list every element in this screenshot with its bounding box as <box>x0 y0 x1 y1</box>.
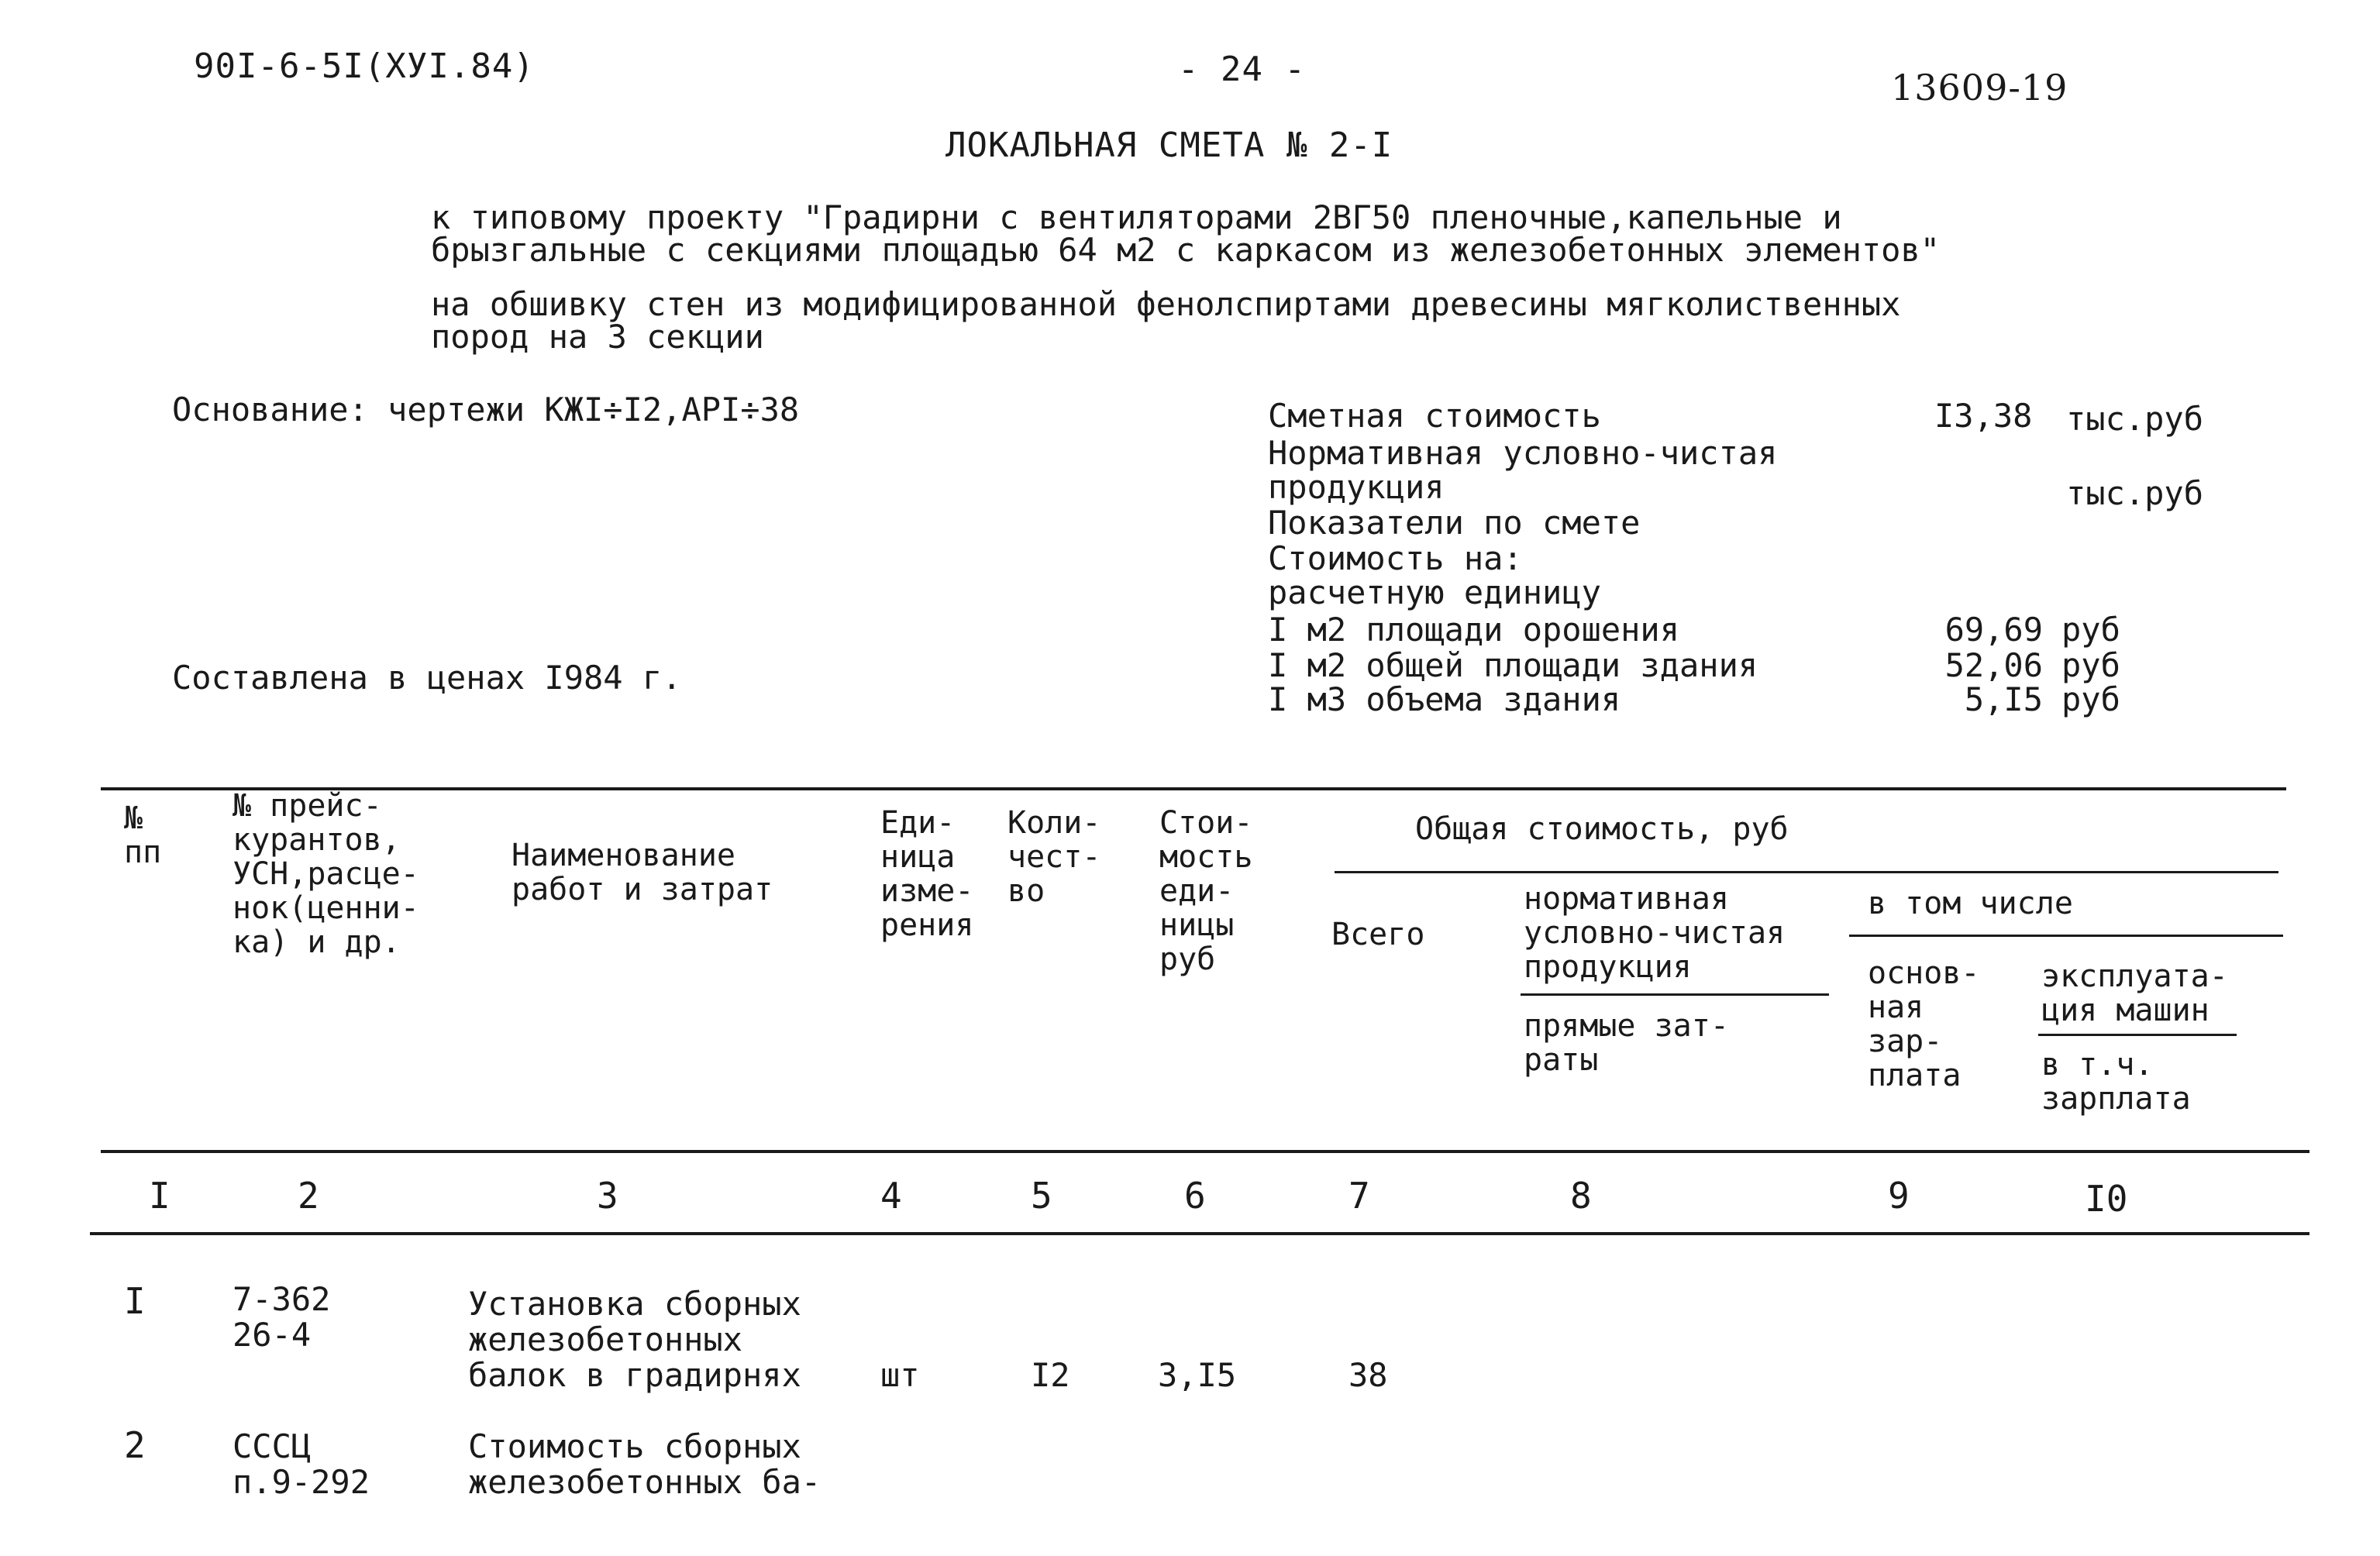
col-numbers-rule <box>90 1232 2309 1235</box>
norm-unit: тыс.руб <box>2066 474 2204 512</box>
col-number-10: I0 <box>2085 1178 2128 1220</box>
table-top-rule <box>101 787 2286 790</box>
indicator-value-1: 69,69 <box>1944 611 2043 649</box>
handwritten-number: 13609-19 <box>1891 67 2068 108</box>
subtitle-line-2: брызгальные с секциями площадью 64 м2 с каркасом из железобетонных элементов" <box>431 231 1941 269</box>
row-1-number: I <box>124 1280 146 1322</box>
col-number-8: 8 <box>1570 1175 1592 1217</box>
norm-rule <box>1521 993 1829 996</box>
compiled-text: Составлена в ценах I984 г. <box>172 659 682 697</box>
col-number-1: I <box>149 1175 170 1217</box>
indicator-unit-1: руб <box>2061 611 2120 649</box>
machines-rule <box>2038 1034 2237 1036</box>
indicator-unit-3: руб <box>2061 680 2120 718</box>
per-unit-label: расчетную единицу <box>1268 573 1601 611</box>
document-title: ЛОКАЛЬНАЯ СМЕТА № 2-I <box>945 126 1393 165</box>
row-2-code: СССЦ п.9-292 <box>232 1427 370 1501</box>
cost-value: I3,38 <box>1934 397 2033 435</box>
col-number-9: 9 <box>1888 1175 1910 1217</box>
header-total-cost: Общая стоимость, руб <box>1415 811 1789 847</box>
header-bottom-rule <box>101 1150 2309 1153</box>
header-col-6: Стои- мость еди- ницы руб <box>1159 805 1253 977</box>
norm-label-2: продукция <box>1268 468 1445 506</box>
header-col-3: Наименование работ и затрат <box>511 838 773 907</box>
header-all: Всего <box>1331 917 1425 952</box>
header-machines: эксплуата- ция машин <box>2041 959 2228 1028</box>
incl-rule <box>1849 935 2283 937</box>
row-1-price: 3,I5 <box>1158 1356 1237 1394</box>
col-number-5: 5 <box>1031 1175 1052 1217</box>
subtitle-line-1: к типовому проекту "Градирни с вентиляторами 2ВГ50 пленочные,капельные и <box>431 198 1842 236</box>
row-1-qty: I2 <box>1031 1356 1070 1394</box>
header-col-5: Коли- чест- во <box>1007 805 1101 909</box>
header-col-1: № пп <box>124 800 162 870</box>
row-1-name: Установка сборных железобетонных балок в градирнях <box>468 1285 801 1394</box>
header-direct: прямые зат- раты <box>1524 1008 1729 1078</box>
header-machines-salary: в т.ч. зарплата <box>2041 1047 2191 1117</box>
row-2-number: 2 <box>124 1424 146 1466</box>
row-1-code: 7-362 26-4 <box>232 1280 331 1354</box>
col-number-6: 6 <box>1184 1175 1206 1217</box>
header-incl: в том числе <box>1868 886 2073 921</box>
cost-unit: тыс.руб <box>2066 400 2204 438</box>
subtitle-line-4: пород на 3 секции <box>431 318 764 356</box>
cost-label: Сметная стоимость <box>1268 397 1601 435</box>
indicators-label: Показатели по смете <box>1268 504 1641 542</box>
col-number-2: 2 <box>298 1175 319 1217</box>
col-number-3: 3 <box>597 1175 618 1217</box>
document-code: 90I-6-5I(ХУI.84) <box>194 46 535 86</box>
indicator-unit-2: руб <box>2061 646 2120 684</box>
row-2-name: Стоимость сборных железобетонных ба- <box>468 1427 821 1501</box>
row-1-unit: шт <box>880 1356 920 1394</box>
norm-label-1: Нормативная условно-чистая <box>1268 434 1778 472</box>
basis-text: Основание: чертежи КЖI÷I2,АРI÷38 <box>172 391 800 429</box>
indicator-value-2: 52,06 <box>1944 646 2043 684</box>
row-1-total: 38 <box>1348 1356 1388 1394</box>
header-col-4: Еди- ница изме- рения <box>880 805 974 943</box>
indicator-label-2: I м2 общей площади здания <box>1268 646 1758 684</box>
indicator-label-1: I м2 площади орошения <box>1268 611 1680 649</box>
header-base-salary: основ- ная зар- плата <box>1868 955 1980 1093</box>
header-norm: нормативная условно-чистая продукция <box>1524 881 1786 985</box>
col-number-7: 7 <box>1348 1175 1370 1217</box>
indicator-value-3: 5,I5 <box>1964 680 2043 718</box>
col-number-4: 4 <box>880 1175 902 1217</box>
header-col-2: № прейс- курантов, УСН,расце- нок(ценни- ка) и др. <box>232 788 419 960</box>
page-number: - 24 - <box>1178 50 1306 89</box>
cost-per-label: Стоимость на: <box>1268 539 1523 577</box>
subtitle-line-3: на обшивку стен из модифицированной фенолспиртами древесины мягколиственных <box>431 285 1901 323</box>
total-cost-rule <box>1335 871 2278 873</box>
indicator-label-3: I м3 объема здания <box>1268 680 1621 718</box>
